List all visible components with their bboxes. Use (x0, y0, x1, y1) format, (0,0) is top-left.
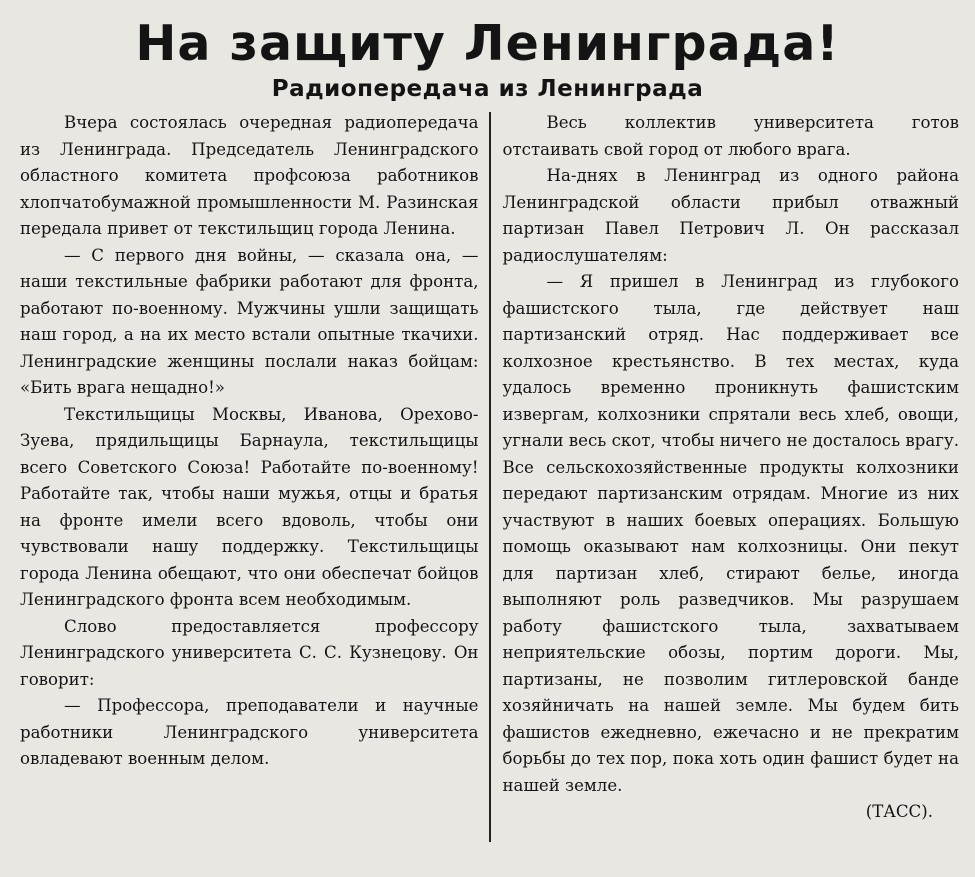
headline: На защиту Ленинграда! (135, 15, 840, 72)
paragraph: Вчера состоялась очередная радиопередача из Ленинграда. Председатель Ленинградского областного комитета профсоюза работников хлопчатобумажной промышленности М. Разинская передала привет от текстильщиц города Ленина. (20, 113, 479, 238)
paragraph: На-днях в Ленинград из одного района Ленинградской области прибыл отважный партизан Павел Петрович Л. Он рассказал радиослушателям: (502, 166, 959, 265)
paragraph: — Я пришел в Ленинград из глубокого фашистского тыла, где действует наш партизанский отряд. Нас поддерживает все колхозное крестьянство. В тех местах, куда удалось временно проникнуть фашистским извергам, колхозники спрятали весь хлеб, овощи, угнали весь скот, чтобы ничего не досталось врагу. Все сельскохозяйственные продукты колхозники передают партизанским отрядам. Многие из них участвуют в наших боевых операциях. Большую помощь оказывают нам колхозницы. Они пекут для партизан хлеб, стирают белье, иногда выполняют роль разведчиков. Мы разрушаем работу фашистского тыла, захватываем неприятельские обозы, портим дороги. Мы, партизаны, не позволим гитлеровской банде хозяйничать на нашей земле. Мы будем бить фашистов ежедневно, ежечасно и не прекратим борьбы до тех пор, пока хоть один фашист будет на нашей земле. (502, 272, 959, 795)
paragraph: Текстильщицы Москвы, Иванова, Орехово-Зуева, прядильщицы Барнаула, текстильщицы всего Советского Союза! Работайте по-военному! Работайте так, чтобы наши мужья, отцы и братья на фронте имели всего вдоволь, чтобы они чувствовали нашу поддержку. Текстильщицы города Ленина обещают, что они обеспечат бойцов Ленинградского фронта всем необходимым. (20, 404, 479, 609)
left-column (12, 110, 489, 850)
paragraph: Весь коллектив университета готов отстаивать свой город от любого врага. (502, 113, 959, 159)
paragraph: Слово предоставляется профессору Ленинградского университета С. С. Кузнецову. Он говорит: (20, 616, 479, 689)
subheadline: Радиопередача из Ленинграда (271, 76, 704, 102)
paragraph: — С первого дня войны, — сказала она, — наши текстильные фабрики работают для фронта, работают по-военному. Мужчины ушли защищать наш город, а на их место встали опытные ткачихи. Ленинградские женщины послали наказ бойцам: «Бить врага нещадно!» (20, 245, 479, 397)
paragraph: — Профессора, преподаватели и научные работники Ленинградского университета овладевают военным делом. (20, 696, 479, 768)
signoff: (ТАСС). (865, 802, 933, 821)
article-columns (12, 110, 963, 850)
right-column (491, 110, 964, 850)
